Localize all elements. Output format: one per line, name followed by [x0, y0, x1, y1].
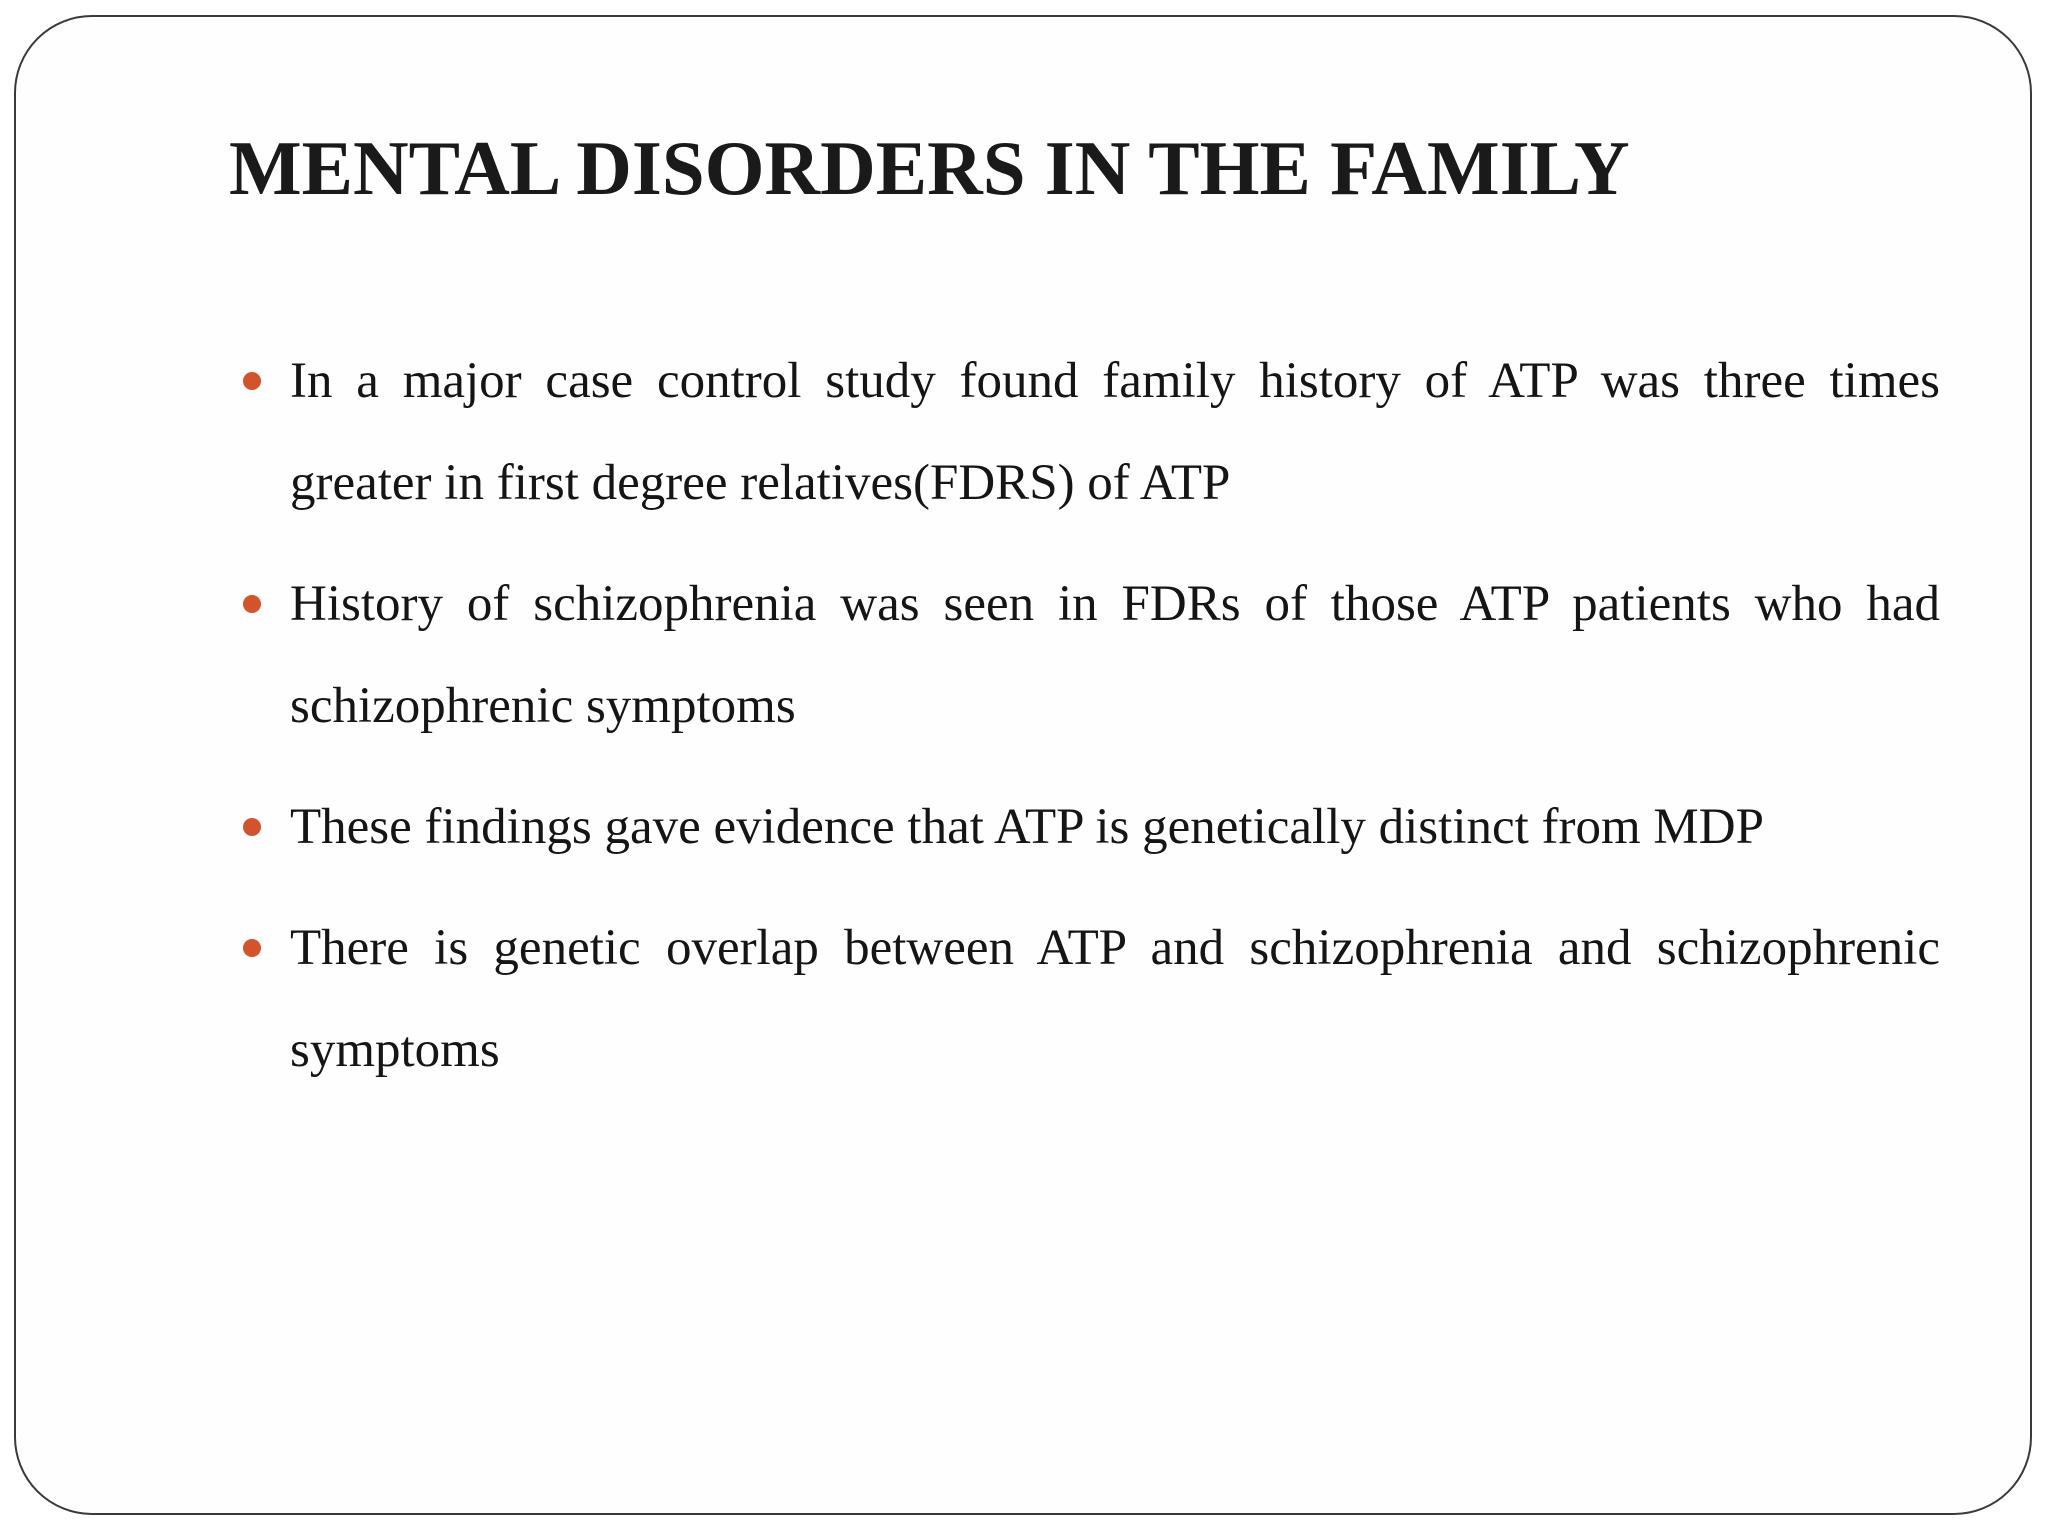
bullet-list — [229, 330, 1940, 1120]
bullet-text: In a major case control study found family history of ATP was three times greater in first degree relatives(FDRS) of ATP — [290, 353, 1940, 511]
bullet-text: There is genetic overlap between ATP and schizophrenia and schizophrenic symptoms — [290, 920, 1940, 1078]
bullet-item — [229, 553, 1940, 757]
slide-title: MENTAL DISORDERS IN THE FAMILY — [229, 125, 1630, 211]
bullet-dot-icon — [243, 372, 261, 390]
bullet-text: History of schizophrenia was seen in FDRs of those ATP patients who had schizophrenic symptoms — [290, 576, 1940, 734]
bullet-dot-icon — [243, 818, 261, 836]
bullet-item — [229, 776, 1940, 878]
bullet-item — [229, 330, 1940, 534]
slide-frame — [14, 15, 2032, 1515]
bullet-dot-icon — [243, 939, 261, 957]
bullet-item — [229, 897, 1940, 1101]
bullet-dot-icon — [243, 595, 261, 613]
bullet-text: These findings gave evidence that ATP is genetically distinct from MDP — [290, 799, 1764, 855]
